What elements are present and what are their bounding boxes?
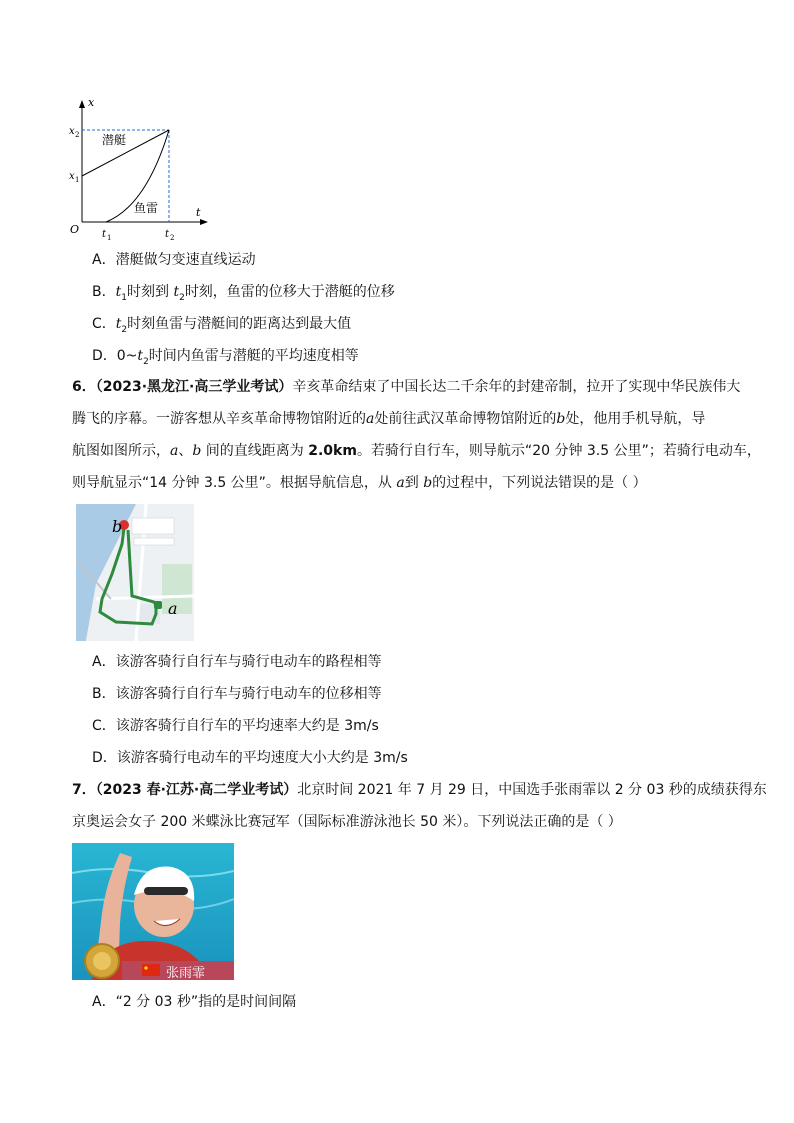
- q6-option-d[interactable]: D．该游客骑行电动车的平均速度大小大约是 3m/s: [92, 750, 408, 766]
- photo-caption: 张雨霏: [166, 966, 206, 980]
- x2-label: x: [69, 126, 75, 137]
- torpedo-label: 鱼雷: [134, 201, 159, 215]
- t2-sub: 2: [170, 234, 175, 242]
- t2-label: t: [165, 229, 170, 240]
- map-label-b: b: [112, 517, 123, 536]
- q7-option-a[interactable]: A．“2 分 03 秒”指的是时间间隔: [92, 994, 297, 1010]
- q7-stem-line1: 7．（2023 春·江苏·高二学业考试）北京时间 2021 年 7 月 29 日，中国选手张雨霏以 2 分 03 秒的成绩获得东: [72, 782, 767, 798]
- x1-label: x: [69, 171, 75, 182]
- q5-option-a[interactable]: A．潜艇做匀变速直线运动: [92, 252, 256, 268]
- q6-stem-line3: 航图如图所示，a、b 间的直线距离为 2.0km。若骑行自行车，则导航示“20 分钟 3.5 公里”；若骑行电动车，: [72, 443, 761, 459]
- x1-sub: 1: [75, 176, 80, 184]
- xt-graph: [66, 96, 216, 246]
- x2-sub: 2: [75, 131, 80, 139]
- q6-option-c[interactable]: C．该游客骑行自行车的平均速率大约是 3m/s: [92, 718, 379, 734]
- q6-option-b[interactable]: B．该游客骑行自行车与骑行电动车的位移相等: [92, 686, 382, 702]
- q5-option-b[interactable]: B．$t_1$时刻到 $t_2$时刻，鱼雷的位移大于潜艇的位移: [92, 284, 395, 303]
- q6-option-a[interactable]: A．该游客骑行自行车与骑行电动车的路程相等: [92, 654, 382, 670]
- t1-sub: 1: [107, 234, 112, 242]
- q7-source: （2023 春·江苏·高二学业考试）: [95, 782, 298, 798]
- q6-number: 6．: [72, 379, 96, 395]
- submarine-label: 潜艇: [102, 133, 127, 147]
- t-axis-label: t: [196, 206, 201, 219]
- q5-option-c[interactable]: C．$t_2$时刻鱼雷与潜艇间的距离达到最大值: [92, 316, 352, 335]
- t1-label: t: [102, 229, 107, 240]
- q6-source: （2023·黑龙江·高三学业考试）: [95, 379, 293, 395]
- q6-stem-line2: 腾飞的序幕。一游客想从辛亥革命博物馆附近的a处前往武汉革命博物馆附近的b处，他用手机导航，导: [72, 411, 706, 427]
- swimmer-photo: [72, 843, 234, 980]
- x-axis-label: x: [88, 96, 95, 109]
- q6-stem-line4: 则导航显示“14 分钟 3.5 公里”。根据导航信息，从 a到 b的过程中，下列说法错误的是（ ）: [72, 475, 647, 491]
- navigation-map: [76, 504, 194, 641]
- map-label-a: a: [168, 599, 178, 618]
- q5-option-b-prefix: B．: [92, 284, 116, 300]
- q5-option-d[interactable]: D．$0\sim t_2$时间内鱼雷与潜艇的平均速度相等: [92, 348, 359, 367]
- q7-number: 7．: [72, 782, 96, 798]
- q6-stem-line1: 6．（2023·黑龙江·高三学业考试）辛亥革命结束了中国长达二千余年的封建帝制，拉开了实现中华民族伟大: [72, 379, 741, 395]
- q7-stem-line2: 京奥运会女子 200 米蝶泳比赛冠军（国际标准游泳池长 50 米）。下列说法正确的是（ ）: [72, 814, 622, 830]
- origin-label: O: [70, 223, 80, 236]
